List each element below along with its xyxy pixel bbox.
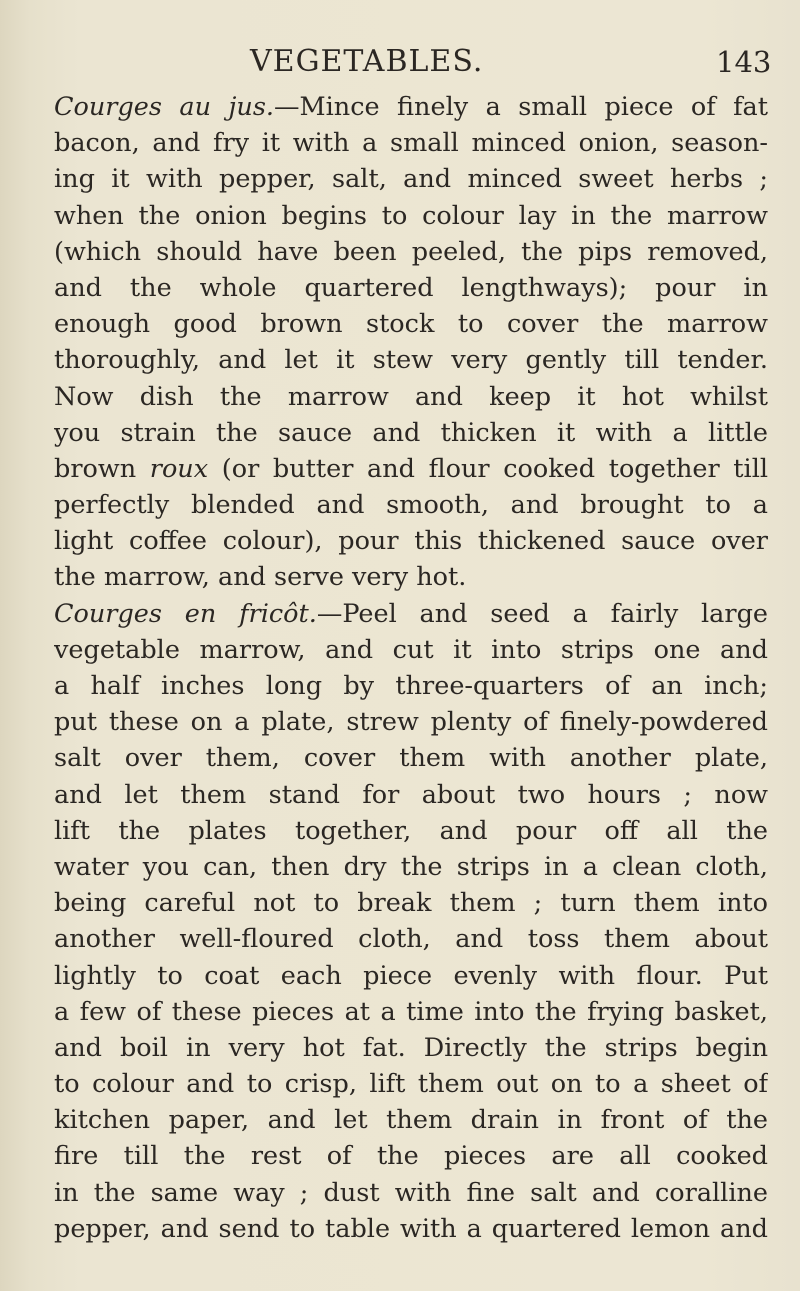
text-line: ing it with pepper, salt, and minced sweet herbs ; <box>54 164 768 195</box>
text-line: salt over them, cover them with another plate, <box>54 743 768 774</box>
text-line: bacon, and fry it with a small minced onion, season- <box>54 128 768 159</box>
text-line: kitchen paper, and let them drain in front of the <box>54 1105 768 1136</box>
text-line: thoroughly, and let it stew very gently till tender. <box>54 345 768 376</box>
text-line: brown roux (or butter and flour cooked together till <box>54 453 768 484</box>
text-line: water you can, then dry the strips in a clean cloth, <box>54 851 768 882</box>
text-line: you strain the sauce and thicken it with a little <box>54 417 768 448</box>
text-line: put these on a plate, strew plenty of finely-powdered <box>54 707 768 738</box>
text-line: pepper, and send to table with a quartered lemon and <box>54 1213 768 1244</box>
text-line: lift the plates together, and pour off all the <box>54 815 768 846</box>
text-line: and the whole quartered lengthways); pour in <box>54 272 768 303</box>
text-line: another well-floured cloth, and toss them about <box>54 924 768 955</box>
text-line: a half inches long by three-quarters of an inch; <box>54 671 768 701</box>
text-line: vegetable marrow, and cut it into strips one and <box>54 634 768 665</box>
text-line: and let them stand for about two hours ; now <box>54 779 768 810</box>
text-line: Now dish the marrow and keep it hot whilst <box>54 381 768 412</box>
text-line: when the onion begins to colour lay in the marrow <box>54 200 768 231</box>
text-line: lightly to coat each piece evenly with flour. Put <box>54 960 768 991</box>
text-line: fire till the rest of the pieces are all cooked <box>54 1141 768 1172</box>
text-line: perfectly blended and smooth, and brought to a <box>54 490 768 521</box>
text-line: being careful not to break them ; turn them into <box>54 888 768 919</box>
text-line: (which should have been peeled, the pips removed, <box>54 236 768 267</box>
text-line: Courges en fricôt.—Peel and seed a fairly large <box>54 598 768 629</box>
running-head-title: VEGETABLES. <box>250 44 484 79</box>
text-line: a few of these pieces at a time into the frying basket, <box>54 996 768 1027</box>
body-text <box>54 89 768 1247</box>
text-line: and boil in very hot fat. Directly the strips begin <box>54 1032 768 1063</box>
text-line: light coffee colour), pour this thickened sauce over <box>54 526 768 557</box>
text-line: enough good brown stock to cover the marrow <box>54 309 768 340</box>
italic-term: roux <box>149 453 209 484</box>
page-number: 143 <box>716 45 772 79</box>
text-line: the marrow, and serve very hot. <box>54 562 467 593</box>
text-line: Courges au jus.—Mince finely a small piece of fat <box>54 92 768 122</box>
recipe-title: Courges au jus. <box>54 92 275 122</box>
recipe-title: Courges en fricôt. <box>54 598 317 629</box>
text-line: in the same way ; dust with fine salt and coralline <box>54 1177 768 1208</box>
running-head <box>0 42 800 82</box>
text-line: to colour and to crisp, lift them out on to a sheet of <box>54 1069 768 1100</box>
